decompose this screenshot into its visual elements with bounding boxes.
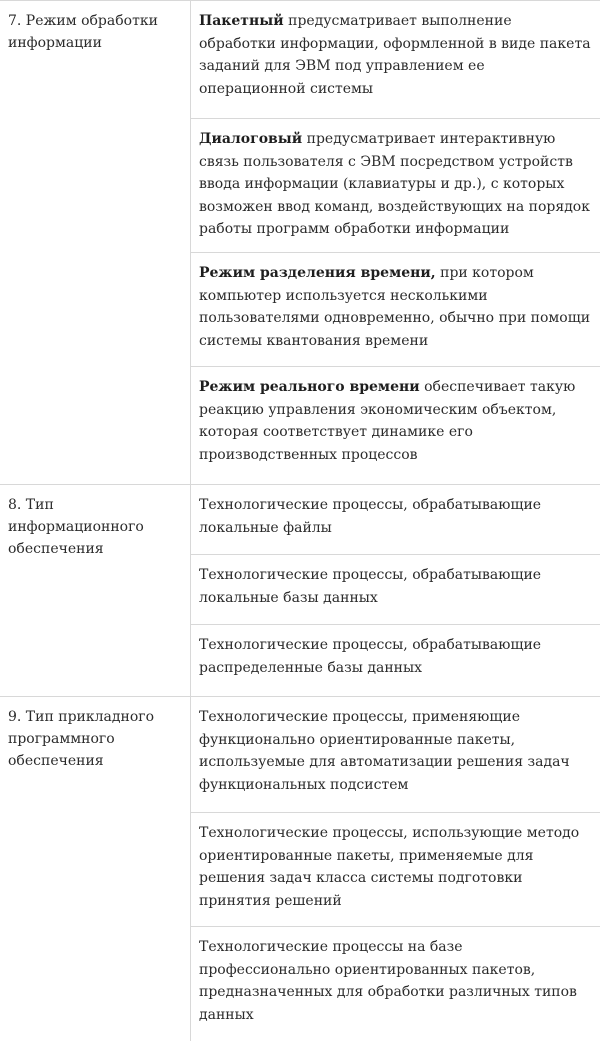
- description-cell: [191, 253, 600, 367]
- table-row: [0, 485, 600, 697]
- description-cell: Технологические процессы, применяющие функционально ориентированные пакеты, используемые для автоматизации решения задач функциональных подсистем: [191, 697, 600, 813]
- description-text: предусматривает интерактивную связь пользователя с ЭВМ посредством устройств ввода информации (клавиатуры и др.), с которых возможен ввод команд, воздействующих на порядок работы программ обработки информации: [199, 131, 590, 237]
- table-row: [0, 1, 600, 485]
- term-label: Диалоговый: [199, 131, 303, 147]
- description-cell: Технологические процессы, обрабатывающие локальные файлы: [191, 485, 600, 555]
- description-text: обеспечивает такую реакцию управления экономическим объектом, которая соответствует динамике его производственных процессов: [199, 379, 576, 463]
- category-cell: 7. Режим обработки информации: [0, 1, 191, 484]
- description-column: [191, 697, 600, 1041]
- description-text: при котором компьютер используется несколькими пользователями одновременно, обычно при помощи системы квантования времени: [199, 265, 591, 349]
- description-text: предусматривает выполнение обработки информации, оформленной в виде пакета заданий для ЭВМ под управлением ее операционной системы: [199, 13, 591, 97]
- term-label: Режим реального времени: [199, 379, 420, 395]
- description-column: [191, 1, 600, 484]
- description-column: [191, 485, 600, 696]
- description-cell: Технологические процессы на базе профессионально ориентированных пакетов, предназначенных для обработки различных типов данных: [199, 939, 577, 1023]
- description-cell: Технологические процессы, использующие методо ориентированные пакеты, применяемые для решения задач класса системы подготовки принятия решений: [191, 813, 600, 927]
- description-cell: [191, 367, 600, 484]
- category-cell: 9. Тип прикладного программного обеспечения: [0, 697, 191, 1041]
- table-row: [0, 697, 600, 1041]
- term-label: Пакетный: [199, 13, 284, 29]
- term-label: Режим разделения времени,: [199, 265, 436, 281]
- description-cell: [191, 119, 600, 253]
- description-cell: Технологические процессы, обрабатывающие локальные базы данных: [191, 555, 600, 625]
- category-cell: 8. Тип информационного обеспечения: [0, 485, 191, 696]
- description-cell: [191, 1, 600, 119]
- description-cell: Технологические процессы, обрабатывающие распределенные базы данных: [199, 637, 542, 676]
